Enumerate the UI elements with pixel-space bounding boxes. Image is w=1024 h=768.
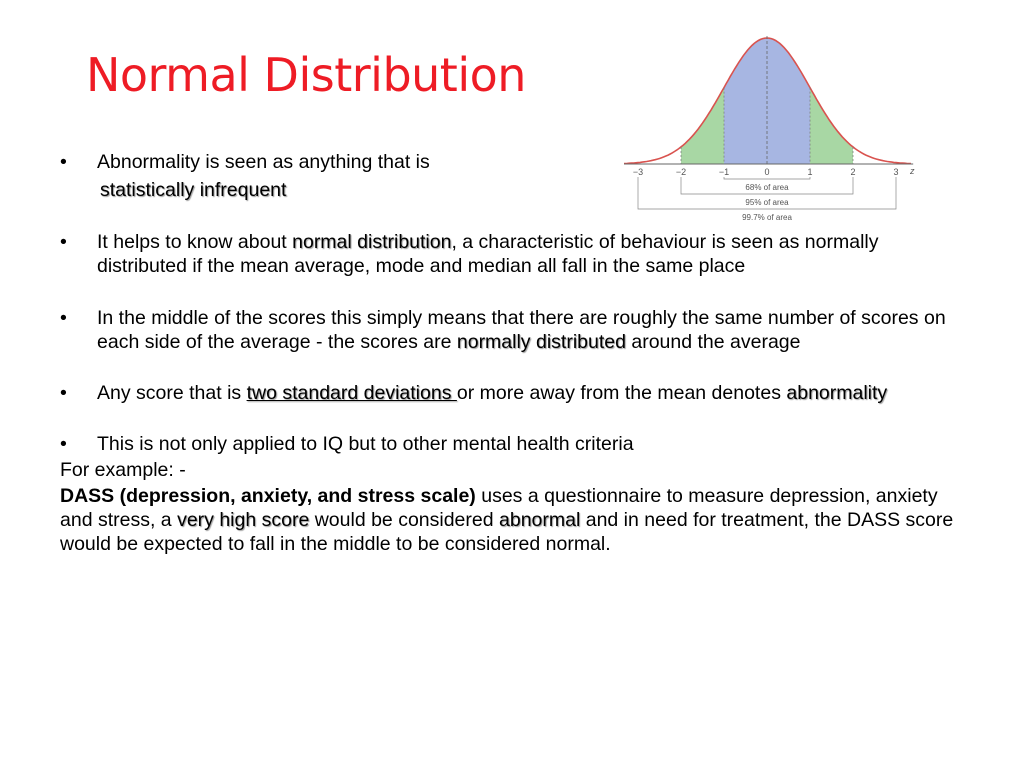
bullet-4-mid: or more away from the mean denotes — [456, 382, 787, 404]
z-tick-label: 3 — [893, 167, 899, 177]
z-tick-label: 0 — [764, 167, 770, 177]
bullet-1 — [60, 150, 607, 174]
z-tick-label: 1 — [807, 167, 813, 177]
term-two-standard-deviations: two standard deviations — [246, 382, 457, 404]
term-very-high-score: very high score — [177, 509, 310, 531]
bullet-2 — [60, 230, 965, 278]
example-label: For example: - — [60, 459, 186, 481]
dass-part-2: would be considered — [309, 509, 500, 531]
z-axis-label: z — [910, 166, 915, 176]
term-statistically-infrequent: statistically infrequent — [100, 179, 287, 201]
bullet-4 — [60, 381, 965, 405]
bullet-3-pre: In the middle of the scores this simply means that there are roughly the same number of scores on each side of the average - the scores are — [97, 307, 946, 353]
area-band-label: 68% of area — [745, 183, 789, 192]
bullet-marker: • — [60, 433, 67, 455]
bullet-3-post: around the average — [625, 331, 801, 353]
bullet-marker: • — [60, 382, 67, 404]
dass-name: DASS (depression, anxiety, and stress scale) — [60, 485, 476, 507]
dass-part-1: uses a questionnaire to measure depression, anxiety and stress, a — [60, 485, 938, 531]
bullet-5-text: This is not only applied to IQ but to other mental health criteria — [97, 433, 634, 455]
bullet-marker: • — [60, 231, 67, 253]
area-band-label: 99.7% of area — [742, 213, 792, 222]
z-tick-label: −2 — [675, 167, 687, 177]
bullet-marker: • — [60, 151, 67, 173]
term-normal-distribution: normal distribution — [292, 231, 452, 253]
bullet-3 — [60, 306, 965, 354]
term-abnormality: abnormality — [786, 382, 888, 404]
bullet-1-continuation — [60, 178, 965, 202]
z-tick-label: 2 — [850, 167, 856, 177]
slide-title: Normal Distribution — [86, 48, 526, 102]
bullet-2-pre: It helps to know about — [97, 231, 293, 253]
bullet-marker: • — [60, 307, 67, 329]
z-tick-label: −3 — [632, 167, 644, 177]
dass-part-3: and in need for treatment, the DASS score would be expected to fall in the middle to be considered normal. — [60, 509, 954, 555]
bullet-1-text: Abnormality is seen as anything that is — [97, 151, 430, 173]
bullet-5 — [60, 432, 965, 456]
slide-body — [60, 150, 965, 556]
term-abnormal: abnormal — [499, 509, 581, 531]
bullet-2-post: , a characteristic of behaviour is seen as normally distributed if the mean average, mode and median all fall in the same place — [97, 231, 879, 277]
area-band-label: 95% of area — [745, 198, 789, 207]
term-normally-distributed: normally distributed — [456, 331, 626, 353]
bullet-4-pre: Any score that is — [97, 382, 247, 404]
dass-paragraph — [60, 484, 965, 556]
z-tick-label: −1 — [718, 167, 730, 177]
